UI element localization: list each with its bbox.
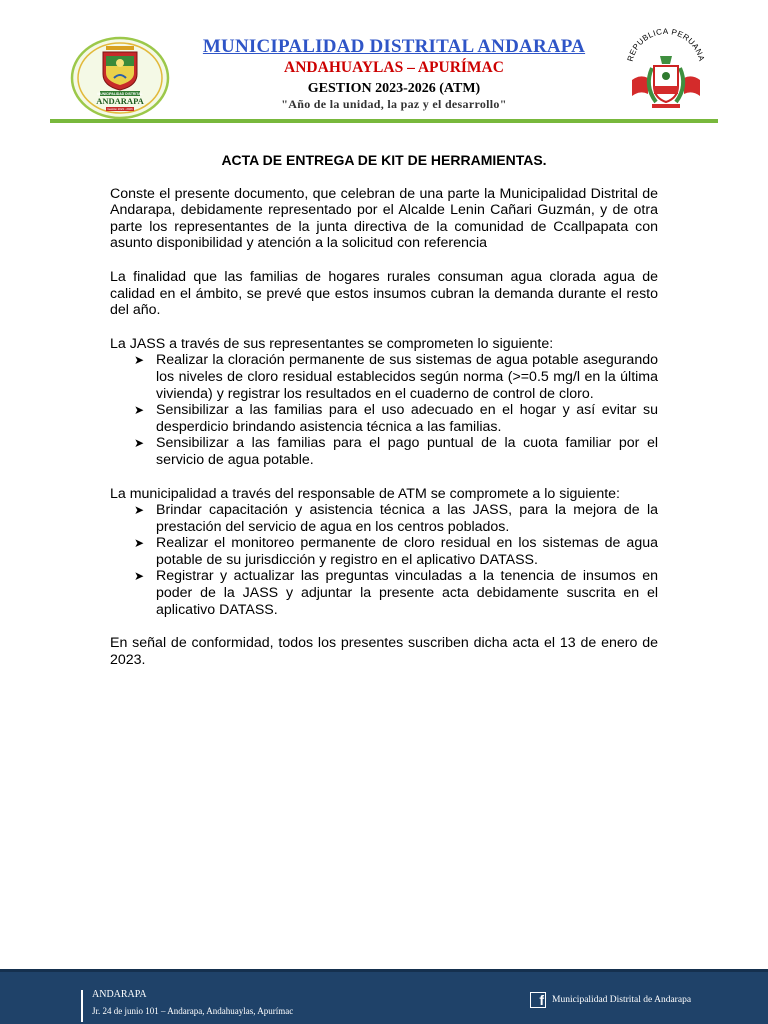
paragraph-jass-commitments: La JASS a través de sus representantes se comprometen lo siguiente: [110,335,554,352]
peru-national-seal-icon [622,20,710,118]
municipality-commitment-list [110,502,658,618]
logo-name-text: ANDARAPA [96,96,144,106]
paragraph-municipality-commitments: La municipalidad a través del responsable de ATM se compromete a lo siguiente: [110,485,620,502]
seal-text: REPUBLICA PERUANA [625,26,707,63]
paragraph-purpose: La finalidad que las familias de hogares rurales consuman agua clorada agua de calidad en el ámbito, se prevé que estos insumos cubran la demanda durante el resto del año. [110,268,658,319]
list-item: ➤ Sensibilizar a las familias para el uso adecuado en el hogar y así evitar su desperdicio brindando asistencia técnica a las familias. [134,402,658,435]
arrow-bullet-icon: ➤ [134,503,145,518]
paragraph-intro: Conste el presente documento, que celebran de una parte la Municipalidad Distrital de Andarapa, debidamente representado por el Alcalde Lenin Cañari Guzmán, y de otra parte los representantes de la junta directiva de la comunidad de Ccallpapata con asunto disponibilidad y atención a la solicitud con referencia [110,185,658,252]
document-title: ACTA DE ENTREGA DE KIT DE HERRAMIENTAS. [221,152,547,168]
footer-town: ANDARAPA [92,989,147,1000]
arrow-bullet-icon: ➤ [134,569,145,584]
footer-facebook-link[interactable] [530,992,691,1008]
list-item: ➤ Brindar capacitación y asistencia técnica a las JASS, para la mejora de la prestación del servicio de agua en los centros poblados. [134,502,658,535]
municipal-logo [70,36,170,120]
letterhead [0,0,768,126]
administration-period: GESTION 2023-2026 (ATM) [307,81,481,96]
footer-divider [81,990,83,1022]
list-item: ➤ Realizar la cloración permanente de sus sistemas de agua potable asegurando los niveles de cloro residual establecidos según norma (>=0.5 mg/l en la última vivienda) y registrar los resultados en el cuaderno de control de cloro. [134,352,658,402]
arrow-bullet-icon: ➤ [134,436,145,451]
region-name: ANDAHUAYLAS – APURÍMAC [284,59,504,76]
logo-bottom-text: Gestión 2023 - 2026 [107,107,133,112]
list-item: ➤ Realizar el monitoreo permanente de cloro residual en los sistemas de agua potable de su jurisdicción y registro en el aplicativo DATASS. [134,535,658,568]
list-item: ➤ Sensibilizar a las familias para el pago puntual de la cuota familiar por el servicio de agua potable. [134,435,658,468]
arrow-bullet-icon: ➤ [134,353,145,368]
municipality-name: MUNICIPALIDAD DISTRITAL ANDARAPA [202,36,586,57]
footer-address: Jr. 24 de junio 101 – Andarapa, Andahuaylas, Apurímac [92,1006,294,1016]
facebook-page-name: Municipalidad Distrital de Andarapa [552,995,692,1005]
list-item: ➤ Registrar y actualizar las preguntas vinculadas a la tenencia de insumos en poder de la JASS y adjuntar la presente acta debidamente suscrita en el aplicativo DATASS. [134,568,658,618]
year-motto: "Año de la unidad, la paz y el desarrollo" [281,97,507,111]
letterhead-text [180,36,608,112]
header-divider [50,119,718,123]
arrow-bullet-icon: ➤ [134,403,145,418]
jass-commitment-list [110,352,658,468]
footer-address-block [92,988,293,1018]
logo-top-text: MUNICIPALIDAD DISTRITAL [97,92,143,96]
page-footer [0,969,768,1024]
arrow-bullet-icon: ➤ [134,536,145,551]
paragraph-conformity: En señal de conformidad, todos los presentes suscriben dicha acta el 13 de enero de 2023. [110,635,658,668]
document-body [110,152,658,685]
facebook-icon: f [530,992,546,1008]
